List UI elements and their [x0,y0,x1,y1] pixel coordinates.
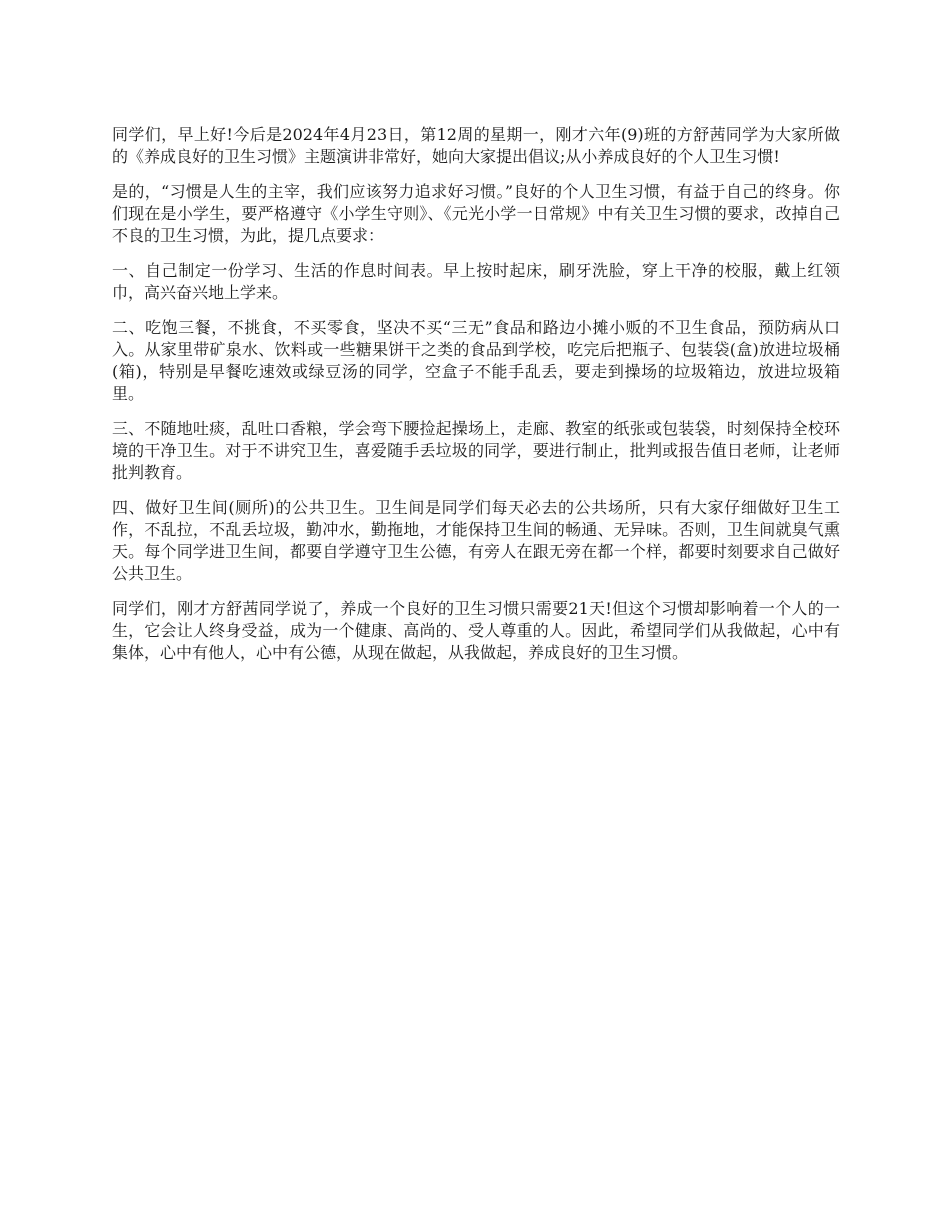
paragraph-greeting: 同学们，早上好!今后是2024年4月23日，第12周的星期一，刚才六年(9)班的方舒茜同学为大家所做的《养成良好的卫生习惯》主题演讲非常好，她向大家提出倡议;从小养成良好的个人卫生习惯! [112,125,840,166]
paragraph-intro: 是的，“习惯是人生的主宰，我们应该努力追求好习惯。”良好的个人卫生习惯，有益于自己的终身。你们现在是小学生，要严格遵守《小学生守则》、《元光小学一日常规》中有关卫生习惯的要求，改掉自己不良的卫生习惯，为此，提几点要求： [112,182,840,245]
paragraph-point-3: 三、不随地吐痰，乱吐口香粮，学会弯下腰捡起操场上，走廊、教室的纸张或包装袋，时刻保持全校环境的干净卫生。对于不讲究卫生，喜爱随手丢垃圾的同学，要进行制止，批判或报告值日老师，让老师批判教育。 [112,419,840,482]
paragraph-point-1: 一、自己制定一份学习、生活的作息时间表。早上按时起床，刷牙洗脸，穿上干净的校服，戴上红领巾，高兴奋兴地上学来。 [112,261,840,302]
paragraph-point-2: 二、吃饱三餐，不挑食，不买零食，坚决不买“三无”食品和路边小摊小贩的不卫生食品，预防病从口入。从家里带矿泉水、饮料或一些糖果饼干之类的食品到学校，吃完后把瓶子、包装袋(盒)放进垃圾桶(箱)，特别是早餐吃速效或绿豆汤的同学，空盒子不能手乱丢，要走到操场的垃圾箱边，放进垃圾箱里。 [112,318,840,403]
paragraph-point-4: 四、做好卫生间(厕所)的公共卫生。卫生间是同学们每天必去的公共场所，只有大家仔细做好卫生工作，不乱拉，不乱丢垃圾，勤冲水，勤拖地，才能保持卫生间的畅通、无异味。否则，卫生间就臭气熏天。每个同学进卫生间，都要自学遵守卫生公德，有旁人在跟无旁在都一个样，都要时刻要求自己做好公共卫生。 [112,498,840,583]
document-body [112,124,840,677]
paragraph-conclusion: 同学们，刚才方舒茜同学说了，养成一个良好的卫生习惯只需要21天!但这个习惯却影响着一个人的一生，它会让人终身受益，成为一个健康、高尚的、受人尊重的人。因此，希望同学们从我做起，心中有集体，心中有他人，心中有公德，从现在做起，从我做起，养成良好的卫生习惯。 [112,599,840,662]
